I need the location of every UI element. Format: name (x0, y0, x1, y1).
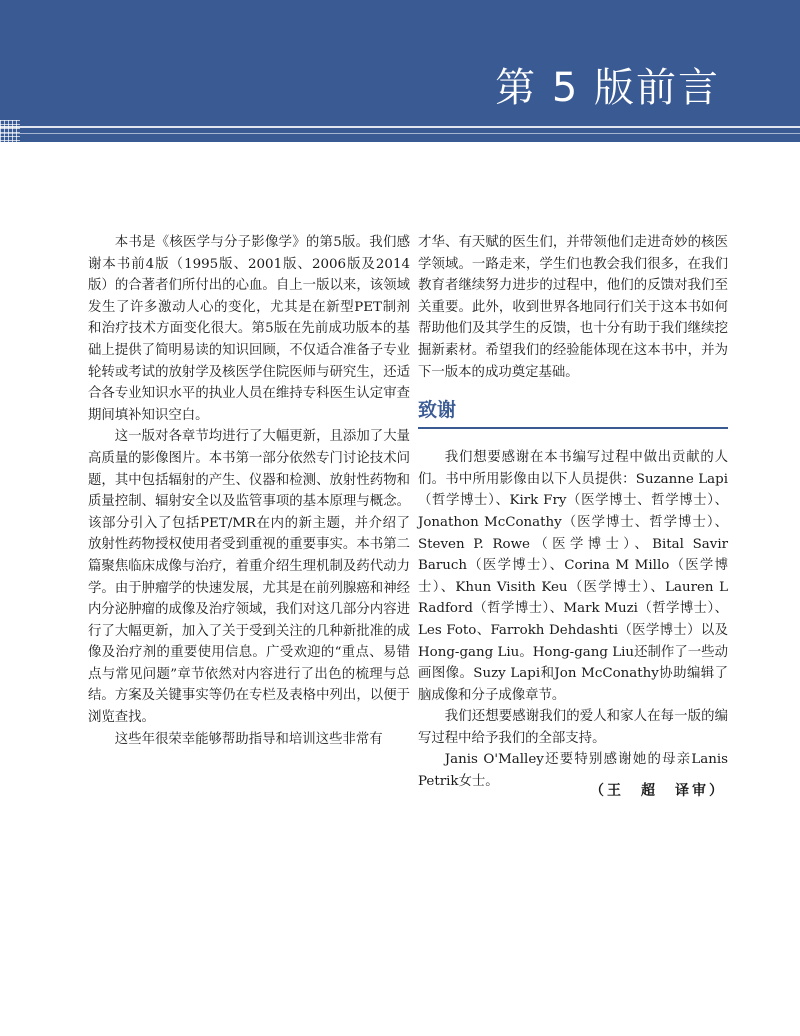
ack-family-paragraph: 我们还想要感谢我们的爱人和家人在每一版的编写过程中给予我们的全部支持。 (418, 709, 728, 746)
closing-paragraph-start: 这些年很荣幸能够帮助指导和培训这些非常有 (114, 731, 383, 747)
ack-contributors-paragraph: 我们想要感谢在本书编写过程中做出贡献的人们。书中所用影像由以下人员提供：Suzanne Lapi（哲学博士）、Kirk Fry（医学博士、哲学博士）、Jonathon McConathy（医学博士、哲学博士）、Steven P. Rowe（医学博士）、Bital Savir Baruch（医学博士）、Corina M Millo（医学博士）、Khun Visith Keu（医学博士）、Lauren L Radford（哲学博士）、Mark Muzi（哲学博士）、Les Foto、Farrokh Dehdashti（医学博士）以及Hong-gang Liu。Hong-gang Liu还制作了一些动画图像。Suzy Lapi和Jon McConathy协助编辑了脑成像和分子成像章节。 (418, 450, 728, 703)
banner-grid-decoration (0, 120, 20, 142)
page-title: 第 5 版前言 (495, 65, 720, 111)
closing-paragraph-continued: 才华、有天赋的医生们，并带领他们走进奇妙的核医学领域。一路走来，学生们也教会我们很多，在我们教育者继续努力进步的过程中，他们的反馈对我们至关重要。此外，收到世界各地同行们关于这本书如何帮助他们及其学生的反馈，也十分有助于我们继续挖掘新素材。希望我们的经验能体现在这本书中，并为下一版本的成功奠定基础。 (418, 235, 728, 380)
intro-paragraph: 本书是《核医学与分子影像学》的第5版。我们感谢本书前4版（1995版、2001版、2006版及2014版）的合著者们所付出的心血。自上一版以来，该领域发生了许多激动人心的变化，尤其是在新型PET制剂和治疗技术方面变化很大。第5版在先前成功版本的基础上提供了简明易读的知识回顾，不仅适合准备子专业轮转或考试的放射学及核医学住院医师与研究生，还适合各专业知识水平的执业人员在维持专科医生认定审查期间填补知识空白。 (88, 235, 410, 423)
header-banner (0, 0, 800, 142)
acknowledgements-heading: 致谢 (418, 397, 728, 429)
translator-credit: （王 超 译审） (590, 783, 726, 799)
ack-mother-paragraph: Janis O'Malley还要特别感谢她的母亲Lanis Petrik女士。 (418, 752, 728, 790)
update-paragraph: 这一版对各章节均进行了大幅更新，且添加了大量高质量的影像图片。本书第一部分依然专门讨论技术问题，其中包括辐射的产生、仪器和检测、放射性药物和质量控制、辐射安全以及监管事项的基本原理与概念。该部分引入了包括PET/MR在内的新主题，并介绍了放射性药物授权使用者受到重视的重要事实。本书第二篇聚焦临床成像与治疗，着重介绍生理机制及药代动力学。由于肿瘤学的快速发展，尤其是在前列腺癌和神经内分泌肿瘤的成像及治疗领域，我们对这几部分内容进行了大幅更新，加入了关于受到关注的几种新批准的成像及治疗剂的重要使用信息。广受欢迎的“重点、易错点与常见问题”章节依然对内容进行了出色的梳理与总结。方案及关键事实等仍在专栏及表格中列出，以便于浏览查找。 (88, 429, 410, 726)
banner-rule-thin (0, 133, 800, 134)
banner-rule (0, 126, 800, 128)
right-column (418, 232, 728, 793)
left-column (88, 232, 410, 750)
